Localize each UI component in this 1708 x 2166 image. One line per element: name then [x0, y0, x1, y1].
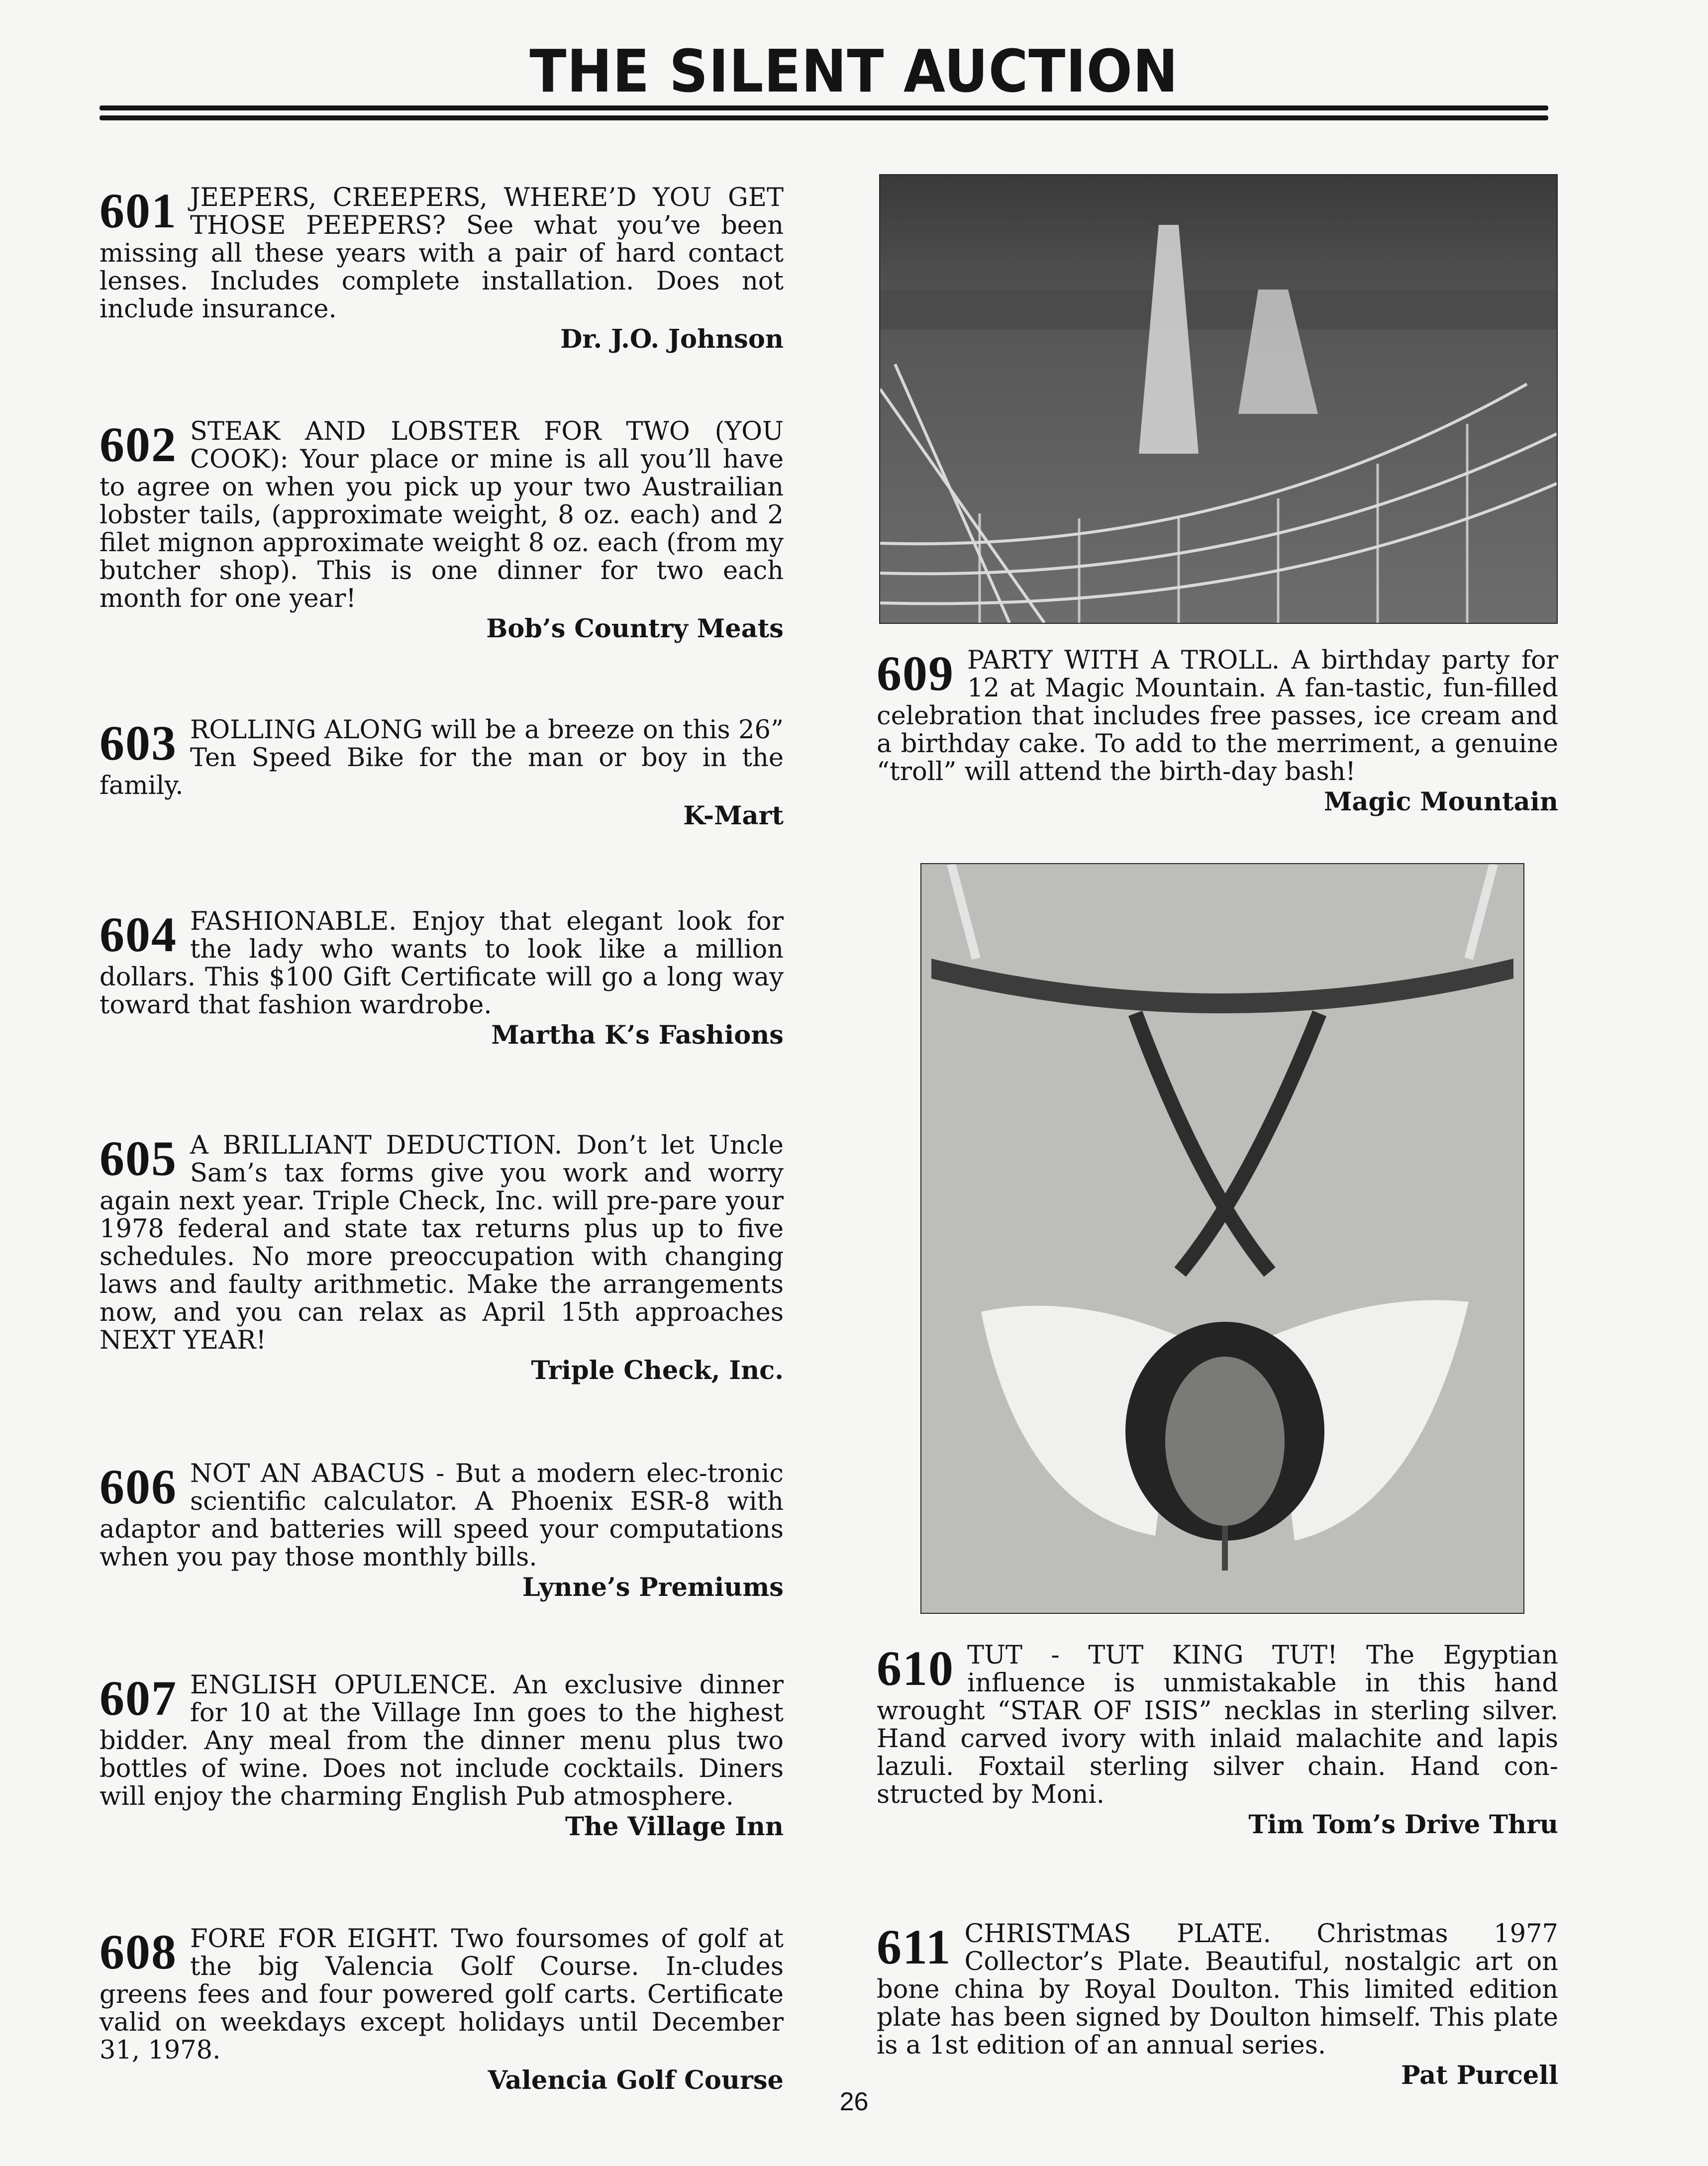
header-rule-bottom: [100, 115, 1548, 120]
lot-number: 610: [877, 1641, 954, 1696]
lot-donor: Magic Mountain: [1323, 787, 1558, 817]
lot-donor: Lynne’s Premiums: [522, 1573, 784, 1602]
lot-number: 611: [877, 1919, 952, 1974]
lot-donor: Bob’s Country Meats: [486, 614, 784, 644]
lot-headline: TUT - TUT KING TUT!: [967, 1641, 1338, 1670]
lot-donor: Triple Check, Inc.: [531, 1356, 784, 1385]
lot-number: 604: [100, 907, 177, 962]
lot-number: 603: [100, 715, 177, 771]
auction-lot-602: [100, 418, 784, 643]
lot-description: Don’t let Uncle Sam’s tax forms give you work and worry again next year. Triple Check, Inc. will pre-pare your 1978 federal and state tax returns plus up to five schedules. No more preoccupation with changing laws and faulty arithmetic. Make the arrangements now, and you can relax as April 15th approaches NEXT YEAR!: [100, 1131, 784, 1355]
necklace-image-icon: [921, 864, 1523, 1613]
lot-headline: ENGLISH OPULENCE.: [190, 1671, 497, 1700]
lot-headline: CHRISTMAS PLATE.: [964, 1919, 1271, 1949]
lot-description: Christmas 1977 Collector’s Plate. Beautiful, nostalgic art on bone china by Royal Doulton. This limited edition plate has been signed by Doulton himself. This plate is a 1st edition of an annual series.: [877, 1919, 1558, 2060]
page-title: THE SILENT AUCTION: [529, 37, 1179, 105]
lot-headline: FORE FOR EIGHT.: [190, 1924, 439, 1954]
lot-donor: Tim Tom’s Drive Thru: [1248, 1810, 1558, 1840]
lot-description: will be a breeze on this 26” Ten Speed Bike for the man or boy in the family.: [100, 715, 784, 800]
roller-coaster-image-icon: [880, 175, 1557, 623]
auction-lot-608: [100, 1925, 784, 2094]
roller-coaster-photo: [879, 174, 1558, 624]
lot-donor: The Village Inn: [565, 1812, 784, 1842]
lot-donor: Martha K’s Fashions: [491, 1020, 784, 1050]
lot-headline: FASHIONABLE.: [190, 907, 397, 936]
lot-number: 607: [100, 1671, 177, 1726]
lot-description: An exclusive dinner for 10 at the Village Inn goes to the highest bidder. Any meal from the dinner menu plus two bottles of wine. Does not include cocktails. Diners will enjoy the charming English Pub atmosphere.: [100, 1671, 784, 1811]
lot-headline: PARTY WITH A TROLL.: [967, 646, 1280, 675]
lot-description: Your place or mine is all you’ll have to agree on when you pick up your two Austrailian lobster tails, (approximate weight, 8 oz. each) and 2 filet mignon approximate weight 8 oz. each (from my butcher shop). This is one dinner for two each month for one year!: [100, 445, 784, 613]
lot-number: 609: [877, 646, 954, 701]
lot-description: But a modern elec-tronic scientific calculator. A Phoenix ESR-8 with adaptor and batteries will speed your computations when you pay those monthly bills.: [100, 1459, 784, 1572]
lot-number: 601: [100, 183, 177, 238]
necklace-photo: [920, 863, 1524, 1614]
lot-number: 605: [100, 1131, 177, 1186]
auction-lot-606: [100, 1460, 784, 1601]
lot-donor: K-Mart: [683, 801, 784, 831]
auction-lot-603: [100, 716, 784, 830]
lot-headline: A BRILLIANT DEDUCTION.: [190, 1131, 563, 1160]
lot-description: Enjoy that elegant look for the lady who wants to look like a million dollars. This $100 Gift Certificate will go a long way toward that fashion wardrobe.: [100, 907, 784, 1020]
lot-number: 602: [100, 417, 177, 472]
auction-lot-609: [877, 647, 1558, 816]
auction-lot-607: [100, 1672, 784, 1841]
auction-lot-605: [100, 1132, 784, 1384]
lot-donor: Pat Purcell: [1401, 2061, 1558, 2090]
lot-description: The Egyptian influence is unmistakable in this hand wrought “STAR OF ISIS” necklas in sterling silver. Hand carved ivory with inlaid malachite and lapis lazuli. Foxtail sterling silver chain. Hand con-structed by Moni.: [877, 1641, 1558, 1809]
lot-description: A birthday party for 12 at Magic Mountain. A fan-tastic, fun-filled celebration that includes free passes, ice cream and a birthday cake. To add to the merriment, a genuine “troll” will attend the birth-day bash!: [877, 646, 1558, 787]
lot-headline: NOT AN ABACUS -: [190, 1459, 445, 1488]
lot-description: See what you’ve been missing all these years with a pair of hard contact lenses. Includes complete installation. Does not include insurance.: [100, 211, 784, 324]
page-number: 26: [839, 2087, 869, 2116]
lot-description: Two foursomes of golf at the big Valencia Golf Course. In-cludes greens fees and four powered golf carts. Certificate valid on weekdays except holidays until December 31, 1978.: [100, 1924, 784, 2065]
lot-headline: STEAK AND LOBSTER FOR TWO (YOU COOK):: [190, 417, 784, 474]
lot-donor: Valencia Golf Course: [488, 2066, 784, 2095]
auction-lot-611: [877, 1920, 1558, 2089]
lot-number: 606: [100, 1459, 177, 1514]
lot-headline: ROLLING ALONG: [190, 715, 423, 745]
lot-headline: JEEPERS, CREEPERS, WHERE’D YOU GET THOSE PEEPERS?: [190, 183, 784, 240]
lot-number: 608: [100, 1924, 177, 1979]
lot-donor: Dr. J.O. Johnson: [560, 324, 784, 354]
auction-lot-610: [877, 1642, 1558, 1839]
auction-lot-601: [100, 184, 784, 353]
header-rule-top: [100, 105, 1548, 110]
auction-lot-604: [100, 908, 784, 1049]
